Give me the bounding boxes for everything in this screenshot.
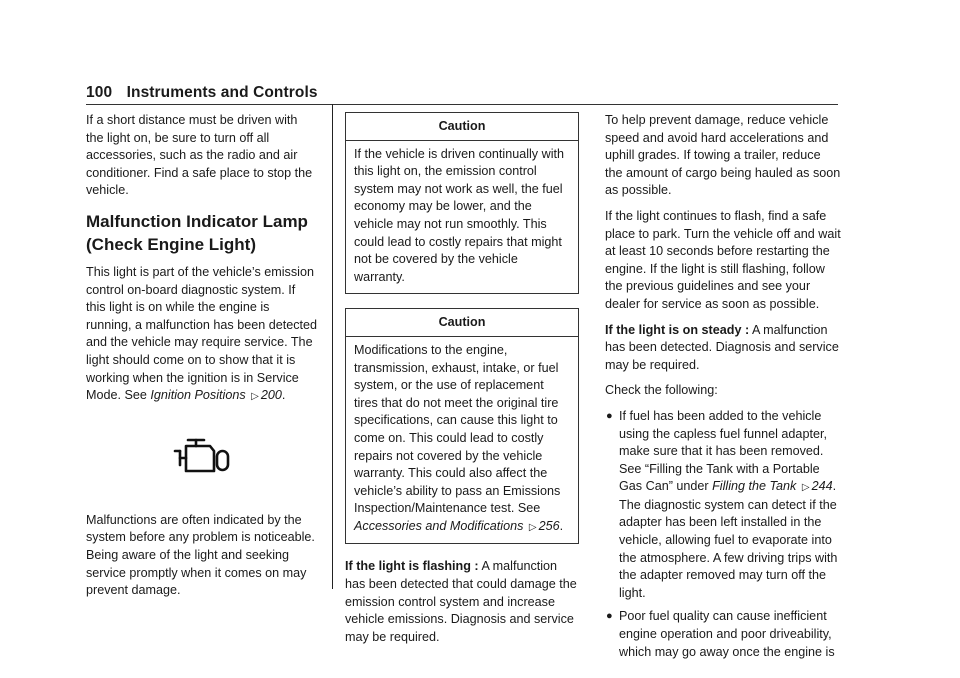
description-text: This light is part of the vehicle’s emission control on-board diagnostic system. If this light is on while the engine is running, a malfunction has been detected and the vehicle may require service. The light should come on to show that it is working when the ignition is in Service Mode. See <box>86 264 318 403</box>
steady-paragraph <box>605 322 841 375</box>
bullet-icon: ● <box>606 610 613 623</box>
page-reference-arrow-icon: ▷ <box>801 482 810 494</box>
caution-box-2 <box>345 308 579 544</box>
engine-icon-area <box>86 414 318 512</box>
ignition-positions-page[interactable]: 200 <box>260 388 282 403</box>
check-list <box>605 408 841 661</box>
page-reference-arrow-icon: ▷ <box>528 521 537 533</box>
heading-line-2: (Check Engine Light) <box>86 234 256 254</box>
description-paragraph: This light is part of the vehicle’s emission control on-board diagnostic system. If this light is on while the engine is running, a malfunction has been detected and the vehicle may require service. The light should come on to show that it is working when the ignition is in Service Mode. See Ignition Positions ▷ 200. <box>86 264 318 403</box>
list-item <box>605 608 841 661</box>
page-number: 100 <box>86 84 113 101</box>
column-1 <box>86 112 318 608</box>
bullet-1-text: If fuel has been added to the vehicle using the capless fuel funnel adapter, make sure that it has been removed. See “Filling the Tank with a Portable Gas Can” under <box>619 408 827 494</box>
malfunction-paragraph: Malfunctions are often indicated by the system before any problem is noticeable. Being aware of the light and seeking service promptly when it comes on may prevent damage. <box>86 512 315 598</box>
filling-tank-page[interactable]: 244 <box>811 479 833 494</box>
page-reference-arrow-icon: ▷ <box>251 391 259 403</box>
header-rule <box>86 104 838 105</box>
continues-flash-paragraph: If the light continues to flash, find a safe place to park. Turn the vehicle off and wait at least 10 seconds before restarting the engine. If the light is still flashing, follow the previous guidelines and see your dealer for service as soon as possible. <box>605 208 841 311</box>
accessories-modifications-link[interactable]: Accessories and Modifications <box>354 518 524 533</box>
column-3 <box>605 112 841 667</box>
intro-paragraph: If a short distance must be driven with the light on, be sure to turn off all accessories, such as the radio and air conditioner. Find a safe place to stop the vehicle. <box>86 113 313 198</box>
bullet-icon: ● <box>606 409 613 422</box>
page-header <box>86 84 318 102</box>
section-title: Instruments and Controls <box>126 84 318 101</box>
caution-box-1 <box>345 112 579 294</box>
check-engine-icon <box>172 436 232 476</box>
accessories-modifications-page[interactable]: 256 <box>538 518 560 533</box>
caution-body-2: Modifications to the engine, transmission, exhaust, intake, or fuel system, or the use of replacement tires that do not meet the original tire specifications, can cause this light to come on. This could lead to costly repairs not covered by the vehicle warranty. This could also affect the vehicle’s ability to pass an Emissions Inspection/Maintenance test. See Accessories and Modifications ▷ 256. <box>354 342 564 533</box>
caution-body-2-text: Modifications to the engine, transmission, exhaust, intake, or fuel system, or the use of replacement tires that do not meet the original tire specifications, can cause this light to come on. This could lead to costly repairs not covered by the vehicle warranty. This could also affect the vehicle’s ability to pass an Emissions Inspection/Maintenance test. See <box>354 342 561 516</box>
filling-tank-link[interactable]: Filling the Tank <box>712 479 797 494</box>
column-2 <box>345 112 579 654</box>
steady-text: A malfunction has been detected. Diagnosis and service may be required. <box>605 322 839 372</box>
list-item <box>605 408 841 603</box>
bullet-1-text-2: . The diagnostic system can detect if the adapter has been left installed in the vehicle, allowing fuel to evaporate into the atmosphere. A few driving trips with the adapter removed may turn off the light. <box>619 479 838 600</box>
bullet-2-text: Poor fuel quality can cause inefficient engine operation and poor driveability, which may go away once the engine is <box>619 609 835 659</box>
flashing-lead: If the light is flashing : <box>345 559 479 574</box>
steady-lead: If the light is on steady : <box>605 322 750 337</box>
caution-title-2: Caution <box>346 309 578 337</box>
prevent-damage-paragraph: To help prevent damage, reduce vehicle speed and avoid hard accelerations and uphill grades. If towing a trailer, reduce the amount of cargo being hauled as soon as possible. <box>605 113 841 198</box>
heading-line-1: Malfunction Indicator Lamp <box>86 211 308 231</box>
section-heading <box>86 210 318 256</box>
column-divider <box>332 104 333 589</box>
check-following: Check the following: <box>605 383 718 398</box>
ignition-positions-link[interactable]: Ignition Positions <box>150 388 246 403</box>
column-divider <box>592 104 593 589</box>
flashing-paragraph <box>345 558 579 646</box>
flashing-text: A malfunction has been detected that could damage the emission control system and increase vehicle emissions. Diagnosis and service may be required. <box>345 559 577 644</box>
caution-body-1: If the vehicle is driven continually with this light on, the emission control system may not work as well, the fuel economy may be lower, and the vehicle may not run smoothly. This could lead to costly repairs that might not be covered by the vehicle warranty. <box>354 146 564 284</box>
caution-title-1: Caution <box>346 113 578 141</box>
